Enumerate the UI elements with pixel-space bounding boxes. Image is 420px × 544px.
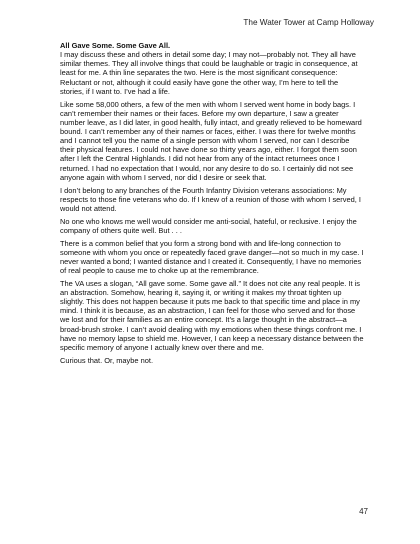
paragraph-4: No one who knows me well would consider me anti-social, hateful, or reclusive. I enjoy the company of others quite well. But . . .: [60, 216, 357, 235]
paragraph-6: The VA uses a slogan, “All gave some. Some gave all.” It does not cite any real people. It is an abstraction. Somehow, hearing it, saying it, or writing it makes my throat tighten up slightly. This does not happen because it puts me back to that specific time and place in my mind. I think it is because, as an abstraction, I can feel for those who served and for those we lost and for their families as an entire concept. It’s a large thought in the abstract—a broad-brush stroke. I can’t avoid dealing with my emotions when these things confront me. I have no memory lapse to shield me. However, I can keep a necessary distance between the specific memory of anyone I actually knew over there and me.: [60, 278, 364, 352]
paragraph-5: There is a common belief that you form a strong bond with and life-long connection to someone with whom you once or repeatedly faced grave danger—not so much in my case. I never wanted a bond; I wanted distance and I created it. Consequently, I have no memories of real people to cause me to choke up at the remembrance.: [60, 238, 364, 275]
paragraph-1: [60, 41, 364, 96]
paragraph-1-text: I may discuss these and others in detail some day; I may not—probably not. They all have similar themes. They all involve things that could be laughable or tragic in consequence, at least for me. A thin line separates the two. Here is the most significant consequence: Reluctant or not, although it could easily have gone the other way, I’m here to tell the stories, if I want to. I’ve had a life.: [60, 50, 358, 96]
paragraph-7: Curious that. Or, maybe not.: [60, 355, 154, 365]
section-title: All Gave Some. Some Gave All.: [60, 41, 171, 50]
running-header: The Water Tower at Camp Holloway: [243, 18, 374, 27]
paragraph-3: I don’t belong to any branches of the Fourth Infantry Division veterans associations: My respects to those fine veterans who do. If I knew of a reunion of those with whom I served, I would not attend.: [60, 185, 361, 213]
page-number: 47: [359, 507, 368, 516]
page-body: [60, 41, 364, 368]
paragraph-2: Like some 58,000 others, a few of the men with whom I served went home in body bags. I can’t remember their names or their faces. Before my own departure, I saw a greater number leave, as I did later, in good health, fully intact, and greatly relieved to be homeward bound. I can’t remember any of their names or faces, either. I was there for twelve months and I cannot tell you the name of a single person with whom I served, nor can I describe their physical features. I could not have done so thirty years ago, either. I forgot them soon after I left the Central Highlands. I did not hear from any of the intact returnees once I returned. I had no expectation that I would, nor any desire to do so. I certainly did not see anyone again with whom I served, nor did I desire or seek that.: [60, 99, 362, 182]
